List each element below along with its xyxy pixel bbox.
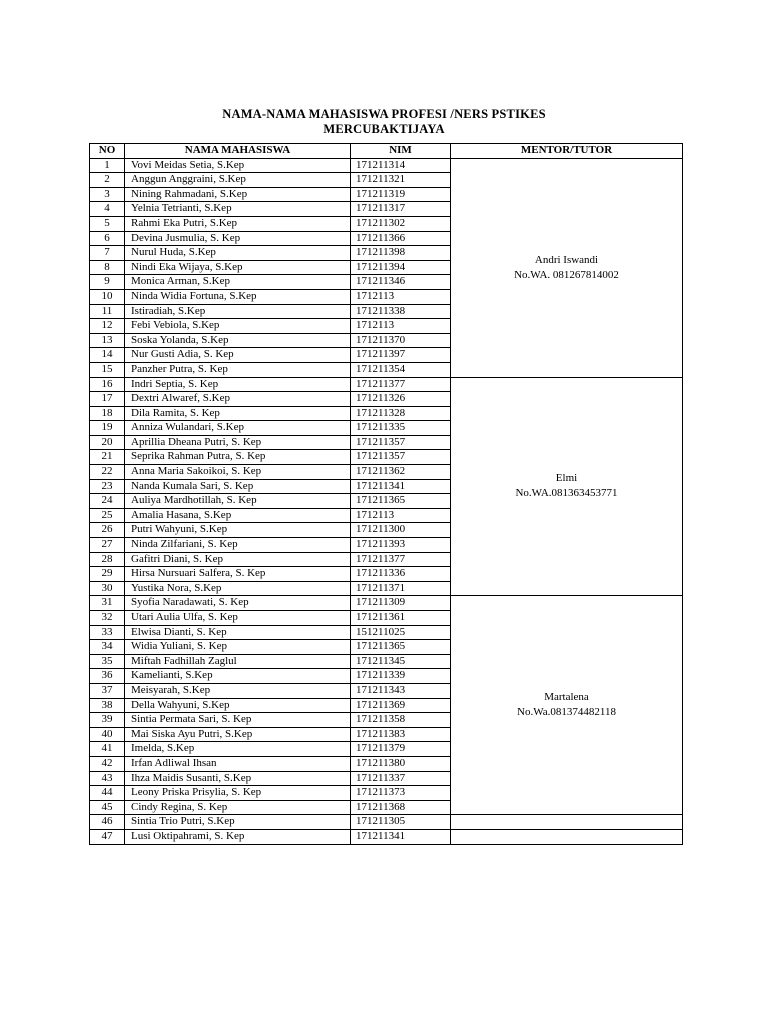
mentor-name: Martalena	[544, 691, 589, 704]
row-nim: 171211373	[351, 786, 451, 801]
row-no: 9	[90, 275, 125, 290]
row-no: 6	[90, 231, 125, 246]
table-body	[90, 158, 683, 844]
row-no: 31	[90, 596, 125, 611]
row-name: Irfan Adliwal Ihsan	[125, 756, 351, 771]
row-nim: 171211317	[351, 202, 451, 217]
header-name: NAMA MAHASISWA	[125, 144, 351, 159]
row-name: Panzher Putra, S. Kep	[125, 362, 351, 377]
row-no: 25	[90, 508, 125, 523]
row-nim: 171211377	[351, 552, 451, 567]
row-name: Nurul Huda, S.Kep	[125, 246, 351, 261]
row-nim: 171211341	[351, 829, 451, 844]
row-nim: 171211380	[351, 756, 451, 771]
row-nim: 171211336	[351, 567, 451, 582]
row-no: 36	[90, 669, 125, 684]
row-nim: 171211335	[351, 421, 451, 436]
row-nim: 171211326	[351, 392, 451, 407]
row-no: 22	[90, 465, 125, 480]
row-name: Widia Yuliani, S. Kep	[125, 640, 351, 655]
mentor-name: Andri Iswandi	[534, 253, 599, 266]
row-no: 47	[90, 829, 125, 844]
student-table	[89, 143, 683, 845]
row-no: 10	[90, 289, 125, 304]
row-no: 19	[90, 421, 125, 436]
row-name: Rahmi Eka Putri, S.Kep	[125, 216, 351, 231]
row-name: Dextri Alwaref, S.Kep	[125, 392, 351, 407]
mentor-name: Elmi	[555, 472, 578, 485]
row-no: 7	[90, 246, 125, 261]
row-no: 29	[90, 567, 125, 582]
row-no: 3	[90, 187, 125, 202]
row-nim: 171211328	[351, 406, 451, 421]
row-no: 40	[90, 727, 125, 742]
row-nim: 171211346	[351, 275, 451, 290]
row-nim: 171211369	[351, 698, 451, 713]
row-name: Leony Priska Prisylia, S. Kep	[125, 786, 351, 801]
row-name: Sintia Trio Putri, S.Kep	[125, 815, 351, 830]
row-nim: 171211305	[351, 815, 451, 830]
row-no: 24	[90, 494, 125, 509]
row-name: Auliya Mardhotillah, S. Kep	[125, 494, 351, 509]
row-name: Syofia Naradawati, S. Kep	[125, 596, 351, 611]
row-nim: 1712113	[351, 289, 451, 304]
row-no: 46	[90, 815, 125, 830]
row-nim: 171211368	[351, 800, 451, 815]
row-nim: 171211319	[351, 187, 451, 202]
row-name: Yustika Nora, S.Kep	[125, 581, 351, 596]
row-name: Nindi Eka Wijaya, S.Kep	[125, 260, 351, 275]
row-nim: 171211365	[351, 640, 451, 655]
row-no: 1	[90, 158, 125, 173]
row-nim: 171211321	[351, 173, 451, 188]
table-row	[90, 829, 683, 844]
row-name: Hirsa Nursuari Salfera, S. Kep	[125, 567, 351, 582]
row-no: 13	[90, 333, 125, 348]
row-no: 37	[90, 683, 125, 698]
row-nim: 171211357	[351, 435, 451, 450]
row-name: Kamelianti, S.Kep	[125, 669, 351, 684]
row-nim: 171211300	[351, 523, 451, 538]
row-name: Dila Ramita, S. Kep	[125, 406, 351, 421]
row-name: Anggun Anggraini, S.Kep	[125, 173, 351, 188]
row-no: 43	[90, 771, 125, 786]
table-row	[90, 815, 683, 830]
row-name: Anna Maria Sakoikoi, S. Kep	[125, 465, 351, 480]
table-header-row	[90, 144, 683, 159]
row-nim: 171211370	[351, 333, 451, 348]
row-name: Seprika Rahman Putra, S. Kep	[125, 450, 351, 465]
row-no: 42	[90, 756, 125, 771]
row-name: Anniza Wulandari, S.Kep	[125, 421, 351, 436]
table-row	[90, 596, 683, 611]
row-no: 4	[90, 202, 125, 217]
row-no: 32	[90, 611, 125, 626]
row-no: 28	[90, 552, 125, 567]
row-name: Mai Siska Ayu Putri, S.Kep	[125, 727, 351, 742]
mentor-phone: No.WA.081363453771	[515, 487, 618, 500]
row-name: Yelnia Tetrianti, S.Kep	[125, 202, 351, 217]
row-no: 12	[90, 319, 125, 334]
row-name: Indri Septia, S. Kep	[125, 377, 351, 392]
row-name: Soska Yolanda, S.Kep	[125, 333, 351, 348]
row-nim: 171211358	[351, 713, 451, 728]
row-name: Aprillia Dheana Putri, S. Kep	[125, 435, 351, 450]
row-no: 33	[90, 625, 125, 640]
row-name: Cindy Regina, S. Kep	[125, 800, 351, 815]
row-nim: 171211362	[351, 465, 451, 480]
row-nim: 171211302	[351, 216, 451, 231]
row-nim: 1712113	[351, 319, 451, 334]
row-name: Putri Wahyuni, S.Kep	[125, 523, 351, 538]
row-nim: 171211398	[351, 246, 451, 261]
row-no: 17	[90, 392, 125, 407]
row-no: 8	[90, 260, 125, 275]
row-name: Vovi Meidas Setia, S.Kep	[125, 158, 351, 173]
row-nim: 171211383	[351, 727, 451, 742]
row-nim: 171211339	[351, 669, 451, 684]
row-no: 39	[90, 713, 125, 728]
row-name: Utari Aulia Ulfa, S. Kep	[125, 611, 351, 626]
row-nim: 171211371	[351, 581, 451, 596]
table-row	[90, 158, 683, 173]
mentor-phone: No.Wa.081374482118	[517, 706, 616, 719]
row-name: Monica Arman, S.Kep	[125, 275, 351, 290]
row-name: Lusi Oktipahrami, S. Kep	[125, 829, 351, 844]
row-nim: 171211343	[351, 683, 451, 698]
row-name: Istiradiah, S.Kep	[125, 304, 351, 319]
row-name: Ninda Widia Fortuna, S.Kep	[125, 289, 351, 304]
row-nim: 151211025	[351, 625, 451, 640]
row-name: Amalia Hasana, S.Kep	[125, 508, 351, 523]
row-name: Ninda Zilfariani, S. Kep	[125, 538, 351, 553]
row-nim: 1712113	[351, 508, 451, 523]
mentor-cell	[451, 596, 683, 815]
row-no: 20	[90, 435, 125, 450]
row-no: 41	[90, 742, 125, 757]
row-name: Nur Gusti Adia, S. Kep	[125, 348, 351, 363]
row-name: Ihza Maidis Susanti, S.Kep	[125, 771, 351, 786]
row-name: Sintia Permata Sari, S. Kep	[125, 713, 351, 728]
row-nim: 171211379	[351, 742, 451, 757]
row-name: Della Wahyuni, S.Kep	[125, 698, 351, 713]
row-nim: 171211393	[351, 538, 451, 553]
row-no: 11	[90, 304, 125, 319]
row-no: 14	[90, 348, 125, 363]
row-no: 44	[90, 786, 125, 801]
row-nim: 171211361	[351, 611, 451, 626]
row-nim: 171211337	[351, 771, 451, 786]
row-name: Nining Rahmadani, S.Kep	[125, 187, 351, 202]
row-no: 2	[90, 173, 125, 188]
row-name: Nanda Kumala Sari, S. Kep	[125, 479, 351, 494]
header-no: NO	[90, 144, 125, 159]
row-no: 26	[90, 523, 125, 538]
row-no: 15	[90, 362, 125, 377]
table-row	[90, 377, 683, 392]
header-nim: NIM	[351, 144, 451, 159]
row-nim: 171211345	[351, 654, 451, 669]
row-no: 35	[90, 654, 125, 669]
row-name: Devina Jusmulia, S. Kep	[125, 231, 351, 246]
row-no: 45	[90, 800, 125, 815]
row-nim: 171211394	[351, 260, 451, 275]
row-name: Elwisa Dianti, S. Kep	[125, 625, 351, 640]
row-name: Febi Vebiola, S.Kep	[125, 319, 351, 334]
row-no: 5	[90, 216, 125, 231]
row-no: 23	[90, 479, 125, 494]
row-name: Gafitri Diani, S. Kep	[125, 552, 351, 567]
row-nim: 171211354	[351, 362, 451, 377]
row-nim: 171211314	[351, 158, 451, 173]
header-mentor: MENTOR/TUTOR	[451, 144, 683, 159]
row-name: Imelda, S.Kep	[125, 742, 351, 757]
row-nim: 171211397	[351, 348, 451, 363]
row-name: Meisyarah, S.Kep	[125, 683, 351, 698]
row-nim: 171211377	[351, 377, 451, 392]
row-no: 16	[90, 377, 125, 392]
row-nim: 171211341	[351, 479, 451, 494]
mentor-cell-empty	[451, 829, 683, 844]
row-nim: 171211357	[351, 450, 451, 465]
row-no: 34	[90, 640, 125, 655]
mentor-cell	[451, 377, 683, 596]
row-name: Miftah Fadhillah Zaglul	[125, 654, 351, 669]
row-no: 21	[90, 450, 125, 465]
mentor-phone: No.WA. 081267814002	[514, 268, 619, 281]
mentor-cell	[451, 158, 683, 377]
row-nim: 171211309	[351, 596, 451, 611]
row-no: 18	[90, 406, 125, 421]
mentor-cell-empty	[451, 815, 683, 830]
row-no: 38	[90, 698, 125, 713]
row-no: 27	[90, 538, 125, 553]
row-nim: 171211365	[351, 494, 451, 509]
row-nim: 171211366	[351, 231, 451, 246]
row-no: 30	[90, 581, 125, 596]
document-title-line2: MERCUBAKTIJAYA	[323, 122, 445, 136]
row-nim: 171211338	[351, 304, 451, 319]
document-title-line1: NAMA-NAMA MAHASISWA PROFESI /NERS PSTIKES	[222, 107, 546, 121]
